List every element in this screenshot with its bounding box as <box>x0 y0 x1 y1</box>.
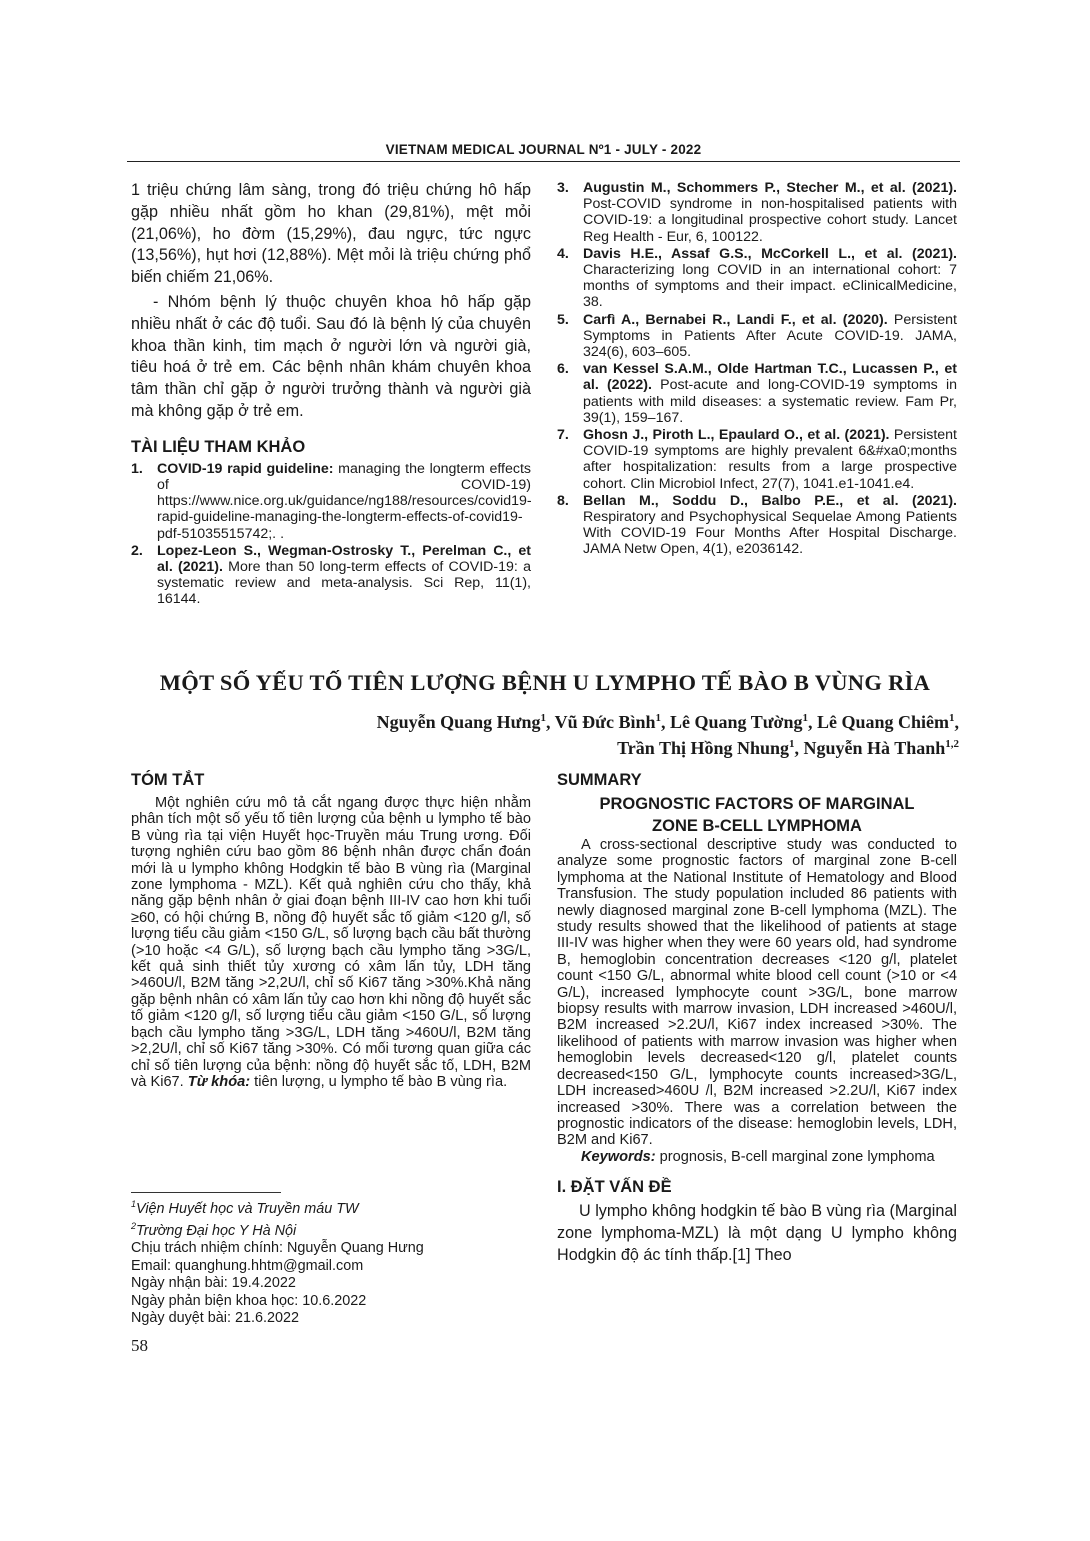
reference-number: 4. <box>557 245 569 262</box>
reference-details: Respiratory and Psychophysical Sequelae Among Patients With COVID-19 Four Months After Hospital Discharge. JAMA Netw Open, 4(1), e2036142. <box>583 509 957 558</box>
article-title: MỘT SỐ YẾU TỐ TIÊN LƯỢNG BỆNH U LYMPHO TẾ BÀO B VÙNG RÌA <box>159 670 931 695</box>
author-separator: , <box>954 712 959 732</box>
reference-details: Post-COVID syndrome in non-hospitalised patients with COVID-19: a longitudinal prospective cohort study. Lancet Reg Health - Eur, 6, 100122. <box>583 196 957 245</box>
author-affiliation-sup: 1 <box>949 712 955 724</box>
conclusion-text <box>131 180 531 423</box>
running-header: VIETNAM MEDICAL JOURNAL Nº1 - JULY - 2022 <box>385 142 702 157</box>
reference-item <box>557 180 957 245</box>
reference-number: 7. <box>557 427 569 444</box>
responsible-author: Chịu trách nhiệm chính: Nguyễn Quang Hưng <box>131 1240 424 1257</box>
reference-authors: Lopez-Leon S., Wegman-Ostrosky T., Perelman C., et al. (2021). <box>157 542 531 575</box>
received-date: Ngày nhận bài: 19.4.2022 <box>131 1275 296 1292</box>
reference-details: Persistent Symptoms in Patients After Acute COVID-19. JAMA, 324(6), 603–605. <box>583 311 957 361</box>
abstract-vi-heading: TÓM TẮT <box>131 771 205 789</box>
reference-number: 3. <box>557 180 569 196</box>
reference-authors: Augustin M., Schommers P., Stecher M., et al. (2021). <box>583 180 957 196</box>
author-separator: , <box>794 738 804 758</box>
summary-body <box>557 837 957 1165</box>
author-affiliation-sup: 1 <box>655 712 661 724</box>
summary-text: A cross-sectional descriptive study was conducted to analyze some prognostic factors of marginal zone B-cell lymphoma at the National Institute of Hematology and Blood Transfusion. The study population included 86 patients with newly diagnosed marginal zone B-cell lymphoma (MZL). The study results showed that the likelihood of patients at stage III-IV was higher when they were 60 years old, had syndrome B, hemoglobin concentration decreases <120 g/l, platelet count <150 G/L, abnormal white blood cell count (>10 or <4 G/L), increased lymphocyte count >3G/L, bone marrow biopsy results with marrow invasion, LDH increased >460U/l, B2M increased >2.2U/l, Ki67 index increased >30%. The likelihood of patients with marrow invasion was higher when hemoglobin levels decreased<120 g/l, platelet counts decreased<150 G/L, lymphocyte counts increased>3G/L, LDH increased>460U /l, B2M increased >2.2U/l, Ki67 index increased >30%. There was a correlation between the prognostic indicators of the disease: hemoglobin levels, LDH, B2M and Ki67. <box>557 837 957 1149</box>
reference-number: 5. <box>557 311 569 328</box>
author-name: Nguyễn Quang Hưng <box>376 712 541 732</box>
reference-authors: COVID-19 rapid guideline: <box>157 460 334 477</box>
aff2-sup: 2 <box>131 1221 137 1232</box>
reference-number: 1. <box>131 460 143 477</box>
reference-item <box>557 361 957 426</box>
reference-authors: Davis H.E., Assaf G.S., McCorkell L., et al. (2021). <box>583 245 957 262</box>
affiliation-1: Viện Huyết học và Truyền máu TW <box>136 1200 359 1217</box>
author-affiliation-sup: 1 <box>789 738 795 750</box>
author-separator: , <box>545 712 555 732</box>
intro-heading: I. ĐẶT VẤN ĐỀ <box>557 1178 672 1197</box>
summary-title-line-1: PROGNOSTIC FACTORS OF MARGINAL <box>599 795 915 813</box>
summary-keywords: prognosis, B-cell marginal zone lymphoma <box>655 1148 935 1165</box>
reference-details: managing the longterm effects of COVID-19) https://www.nice.org.uk/guidance/ng188/resources/covid19-rapid-guideline-managing-the-longterm-effects-of-covid19-pdf-51035515742;. . <box>157 460 532 542</box>
reference-number: 2. <box>131 542 143 559</box>
author-affiliation-sup: 1 <box>802 712 808 724</box>
author-name: Lê Quang Tường <box>670 712 803 732</box>
conclusion-paragraph-2: - Nhóm bệnh lý thuộc chuyên khoa hô hấp gặp nhiều nhất ở các độ tuổi. Sau đó là bệnh lý của chuyên khoa thần kinh, tim mạch ở người lớn và người già, tiêu hoá ở trẻ em. Các bệnh nhân khám chuyên khoa tâm thần chỉ gặp ở người trưởng thành và người già mà không gặp ở trẻ em. <box>131 292 531 420</box>
abstract-vi-keywords-label: Từ khóa: <box>187 1073 251 1090</box>
references-list-left <box>131 461 531 608</box>
conclusion-paragraph-1: 1 triệu chứng lâm sàng, trong đó triệu chứng hô hấp gặp nhiều nhất gồm ho khan (29,81%), mệt mỏi (21,06%), ho đờm (15,29%), đau ngực, tức ngực (13,56%), hụt hơi (12,88%). Mệt mỏi là triệu chứng phổ biến chiếm 21,06%. <box>131 181 531 287</box>
page-number: 58 <box>131 1336 148 1355</box>
reference-item <box>557 427 957 492</box>
reference-item <box>131 543 531 608</box>
footnote-rule <box>131 1192 281 1193</box>
reference-details: Persistent COVID-19 symptoms are highly prevalent 6&#xa0;months after hospitalization: results from a large prospective cohort. Clin Microbiol Infect, 27(7), 1041.e1-1041.e4. <box>583 427 957 492</box>
abstract-vi-text: Một nghiên cứu mô tả cắt ngang được thực hiện nhằm phân tích một số yếu tố tiên lượng của bệnh u lympho tế bào B vùng rìa tại viện Huyết học-Truyền máu Trung ương. Đối tượng nghiên cứu bao gồm 86 bệnh nhân được chẩn đoán mới là u lympho không Hodgkin tế bào B vùng rìa (Marginal zone lymphoma - MZL). Kết quả nghiên cứu cho thấy, khả năng gặp bệnh nhân ở giai đoạn bệnh III-IV cao hơn khi tuổi ≥60, có hội chứng B, nồng độ huyết sắc tố giảm <120 g/l, số lượng tiểu cầu giảm <150 G/L, số lượng bạch cầu bất thường (>10 hoặc <4 G/L), số lượng bạch cầu lympho tăng >3G/L, kết quả sinh thiết tủy xương có xâm lấn tủy, LDH tăng >460U/l, B2M tăng >2,2U/l, chỉ số Ki67 tăng >30%.Khả năng gặp bệnh nhân có xâm lấn tủy cao hơn khi nồng độ huyết sắc tố giảm <120 g/l, số lượng tiểu cầu giảm <150 G/L, số lượng bạch cầu lympho tăng >3G/L, LDH tăng >460U/l, B2M tăng >2,2U/l, chỉ số Ki67 tăng >30%. Có mối tương quan giữa các chỉ số tiên lượng của bệnh: nồng độ huyết sắc tố, LDH, B2M và Ki67. <box>131 795 531 1090</box>
summary-title-line-2: ZONE B-CELL LYMPHOMA <box>652 817 862 835</box>
reference-item <box>131 461 531 542</box>
summary-en <box>557 770 957 1267</box>
author-name: Vũ Đức Bình <box>554 712 656 732</box>
reference-details: Post-acute and long-COVID-19 symptoms in patients with mild diseases: a systematic review. Fam Pr, 39(1), 159–167. <box>583 377 958 426</box>
reference-item <box>557 312 957 361</box>
intro-body <box>557 1201 957 1266</box>
references-heading: TÀI LIỆU THAM KHẢO <box>131 437 306 456</box>
reference-details: Characterizing long COVID in an international cohort: 7 months of symptoms and their impact. eClinicalMedicine, 38. <box>583 262 957 311</box>
abstract-vi-body <box>131 795 531 1090</box>
abstract-vi <box>131 770 531 1090</box>
reference-item <box>557 246 957 311</box>
aff1-sup: 1 <box>131 1199 137 1209</box>
left-top-column <box>131 180 531 609</box>
author-affiliation-sup: 1 <box>540 712 546 724</box>
author-separator: , <box>661 712 670 732</box>
reference-item <box>557 493 957 558</box>
reference-number: 8. <box>557 492 569 509</box>
author-separator: , <box>807 712 817 732</box>
author-name: Lê Quang Chiêm <box>816 712 949 732</box>
author-email: Email: quanghung.hhtm@gmail.com <box>131 1257 364 1274</box>
header-rule <box>127 161 960 162</box>
reference-authors: Carfì A., Bernabei R., Landi F., et al. (2020). <box>583 311 888 328</box>
intro-text: U lympho không hodgkin tế bào B vùng rìa (Marginal zone lymphoma-MZL) là một dạng U lympho không Hodgkin độ ác tính thấp.[1] Theo <box>557 1202 957 1264</box>
abstract-vi-keywords: tiên lượng, u lympho tế bào B vùng rìa. <box>250 1073 508 1090</box>
author-name: Trần Thị Hồng Nhung <box>617 738 790 758</box>
authors-line-2 <box>617 731 959 761</box>
review-date: Ngày phản biện khoa học: 10.6.2022 <box>131 1292 367 1309</box>
references-list-right <box>557 180 957 559</box>
accepted-date: Ngày duyệt bài: 21.6.2022 <box>131 1310 300 1327</box>
reference-authors: Bellan M., Soddu D., Balbo P.E., et al. (2021). <box>583 492 957 509</box>
reference-number: 6. <box>557 361 569 378</box>
author-name: Nguyễn Hà Thanh <box>803 738 946 758</box>
reference-details: More than 50 long-term effects of COVID-19: a systematic review and meta-analysis. Sci Rep, 11(1), 16144. <box>157 558 531 608</box>
summary-keywords-label: Keywords: <box>581 1148 656 1165</box>
reference-authors: van Kessel S.A.M., Olde Hartman T.C., Lucassen P., et al. (2022). <box>583 361 957 394</box>
affiliation-2: Trường Đại học Y Hà Nội <box>136 1223 297 1239</box>
author-affiliation-sup: 1,2 <box>945 738 959 750</box>
footnotes <box>131 1196 424 1327</box>
summary-heading: SUMMARY <box>557 771 642 789</box>
reference-authors: Ghosn J., Piroth L., Epaulard O., et al. (2021). <box>583 427 890 444</box>
